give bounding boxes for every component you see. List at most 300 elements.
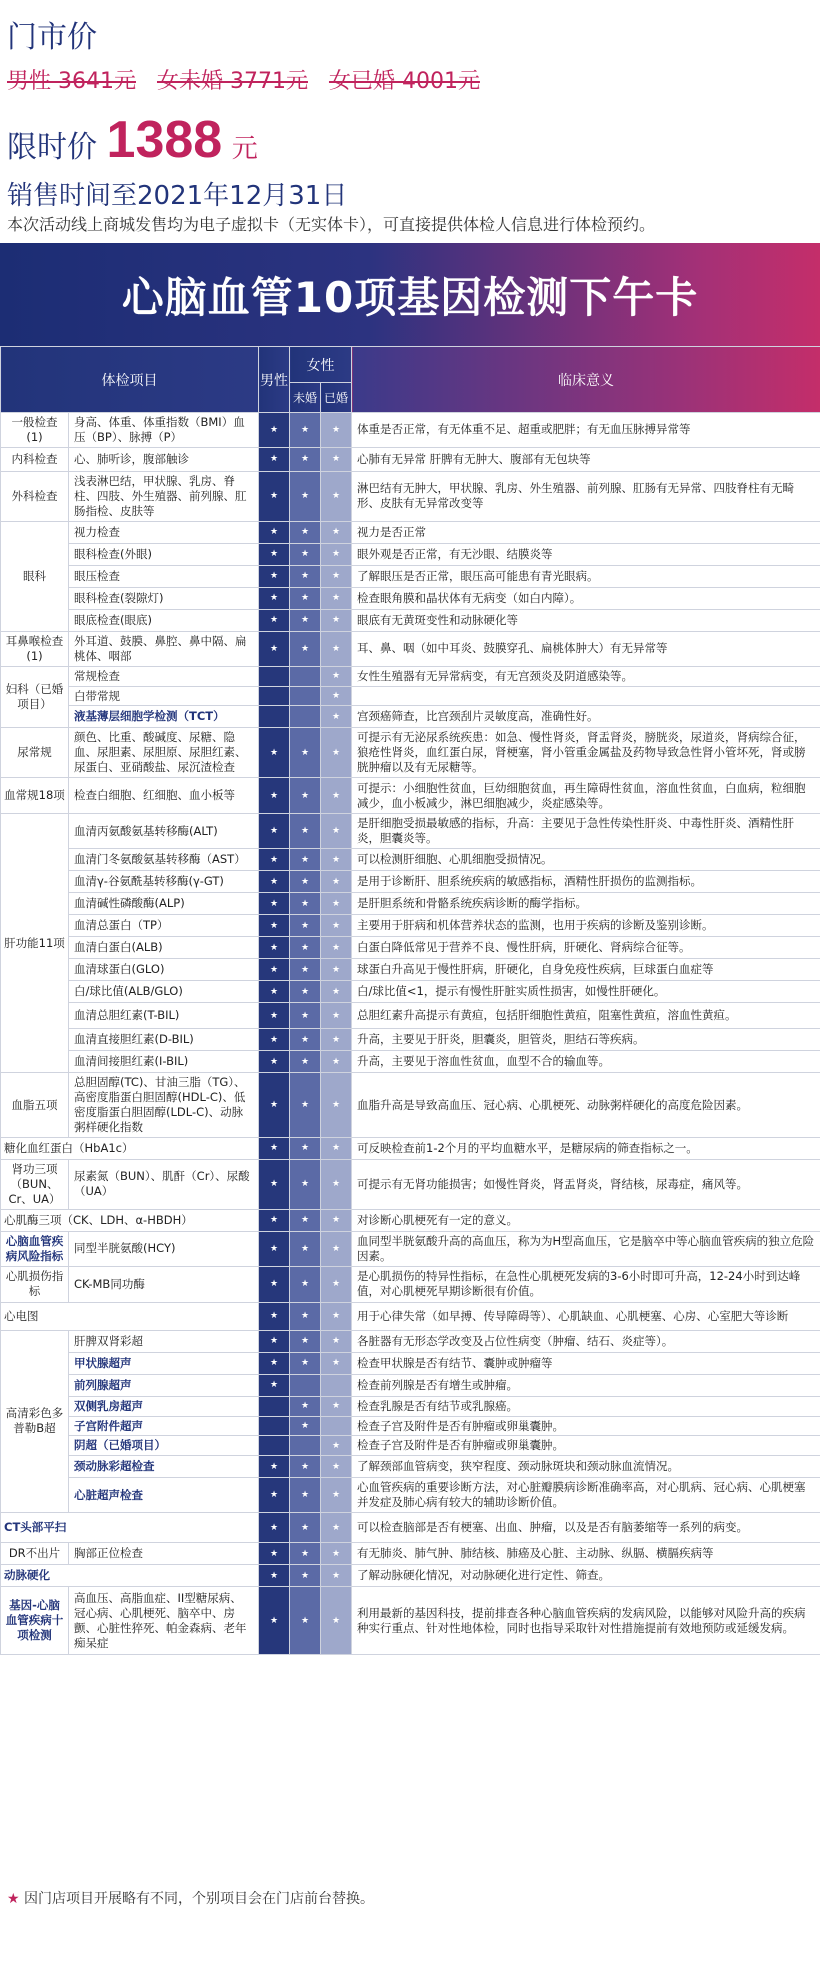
female-single-mark: ★: [290, 1029, 321, 1051]
table-row: [1, 1003, 820, 1029]
meaning-cell: 白蛋白降低常见于营养不良、慢性肝病，肝硬化、肾病综合征等。: [352, 937, 820, 959]
meaning-cell: 是心肌损伤的特异性指标，在急性心肌梗死发病的3-6小时即可升高，12-24小时到达峰值，对心肌梗死早期诊断很有价值。: [352, 1266, 820, 1302]
female-married-mark: ★: [321, 1029, 352, 1051]
meaning-cell: 宫颈癌筛查，比宫颈刮片灵敏度高，准确性好。: [352, 706, 820, 728]
table-row: [1, 937, 820, 959]
meaning-cell: 是肝细胞受损最敏感的指标，升高：主要见于急性传染性肝炎、中毒性肝炎、酒精性肝炎，胆囊炎等。: [352, 814, 820, 849]
meaning-cell: [352, 686, 820, 706]
female-single-mark: ★: [290, 915, 321, 937]
item-cell: 白带常规: [69, 686, 259, 706]
female-married-mark: ★: [321, 1565, 352, 1587]
star-icon: ★: [7, 1891, 20, 1907]
male-mark: ★: [259, 1513, 290, 1543]
female-married-mark: ★: [321, 413, 352, 448]
item-cell: 阴超（已婚项目）: [69, 1436, 259, 1456]
table-row: [1, 1416, 820, 1436]
sale-price-unit: 元: [231, 134, 258, 164]
male-mark: ★: [259, 814, 290, 849]
meaning-cell: 视力是否正常: [352, 521, 820, 543]
table-row: [1, 521, 820, 543]
female-married-mark: ★: [321, 543, 352, 565]
female-single-mark: ★: [290, 631, 321, 666]
female-single-mark: ★: [290, 521, 321, 543]
item-cell: 前列腺超声: [69, 1374, 259, 1396]
item-cell: 视力检查: [69, 521, 259, 543]
item-cell: 心、肺听诊，腹部触诊: [69, 447, 259, 471]
item-cell: 血清γ-谷氨酰基转移酶(γ-GT): [69, 871, 259, 893]
female-single-mark: ★: [290, 1396, 321, 1416]
female-married-mark: ★: [321, 981, 352, 1003]
table-row: [1, 981, 820, 1003]
table-row: [1, 778, 820, 814]
male-mark: ★: [259, 959, 290, 981]
table-row: [1, 1352, 820, 1374]
meaning-cell: 有无肺炎、肺气肿、肺结核、肺癌及心脏、主动脉、纵膈、横膈疾病等: [352, 1543, 820, 1565]
table-row: [1, 849, 820, 871]
female-single-mark: ★: [290, 587, 321, 609]
item-cell: 血清碱性磷酸酶(ALP): [69, 893, 259, 915]
male-mark: [259, 666, 290, 686]
table-row: [1, 1478, 820, 1513]
female-married-mark: ★: [321, 814, 352, 849]
meaning-cell: 球蛋白升高见于慢性肝病，肝硬化，自身免疫性疾病，巨球蛋白血症等: [352, 959, 820, 981]
item-cell: CK-MB同功酶: [69, 1266, 259, 1302]
female-single-mark: ★: [290, 1416, 321, 1436]
female-married-mark: ★: [321, 937, 352, 959]
category-cell: 外科检查: [1, 471, 69, 521]
meaning-cell: 检查子宫及附件是否有肿瘤或卵巢囊肿。: [352, 1416, 820, 1436]
female-married-mark: ★: [321, 521, 352, 543]
item-cell: 同型半胱氨酸(HCY): [69, 1231, 259, 1266]
item-cell: 眼科检查(裂隙灯): [69, 587, 259, 609]
meaning-cell: 检查乳腺是否有结节或乳腺癌。: [352, 1396, 820, 1416]
male-mark: ★: [259, 565, 290, 587]
male-mark: ★: [259, 609, 290, 631]
meaning-cell: 心肺有无异常 肝脾有无肿大、腹部有无包块等: [352, 447, 820, 471]
item-cell: 眼压检查: [69, 565, 259, 587]
female-single-mark: [290, 666, 321, 686]
female-married-mark: ★: [321, 1478, 352, 1513]
price-header: [0, 0, 820, 240]
female-single-mark: ★: [290, 447, 321, 471]
item-cell: 血清球蛋白(GLO): [69, 959, 259, 981]
table-row: [1, 1374, 820, 1396]
meaning-cell: 了解眼压是否正常，眼压高可能患有青光眼病。: [352, 565, 820, 587]
female-married-mark: ★: [321, 565, 352, 587]
female-single-mark: ★: [290, 1209, 321, 1231]
table-row: [1, 1513, 820, 1543]
table-row: [1, 959, 820, 981]
female-married-mark: ★: [321, 915, 352, 937]
male-mark: ★: [259, 1159, 290, 1209]
female-single-mark: ★: [290, 1456, 321, 1478]
male-mark: ★: [259, 543, 290, 565]
meaning-cell: 总胆红素升高提示有黄疸，包括肝细胞性黄疸，阻塞性黄疸，溶血性黄疸。: [352, 1003, 820, 1029]
header-married: 已婚: [321, 383, 352, 413]
item-cell: 眼底检查(眼底): [69, 609, 259, 631]
table-row: [1, 565, 820, 587]
female-married-mark: ★: [321, 1396, 352, 1416]
item-cell: 肝脾双肾彩超: [69, 1330, 259, 1352]
female-married-mark: ★: [321, 1137, 352, 1159]
male-mark: [259, 706, 290, 728]
male-mark: ★: [259, 1565, 290, 1587]
female-married-mark: ★: [321, 686, 352, 706]
female-single-mark: ★: [290, 1330, 321, 1352]
female-single-mark: ★: [290, 1266, 321, 1302]
female-single-mark: ★: [290, 1003, 321, 1029]
category-cell: DR不出片: [1, 1543, 69, 1565]
table-row: [1, 543, 820, 565]
table-row: [1, 1330, 820, 1352]
female-married-mark: ★: [321, 1302, 352, 1330]
category-cell: 一般检查(1): [1, 413, 69, 448]
male-mark: ★: [259, 728, 290, 778]
item-cell: 身高、体重、体重指数（BMI）血压（BP）、脉搏（P）: [69, 413, 259, 448]
table-row: [1, 1231, 820, 1266]
male-mark: ★: [259, 1478, 290, 1513]
item-cell: 白/球比值(ALB/GLO): [69, 981, 259, 1003]
table-row: [1, 706, 820, 728]
female-single-mark: ★: [290, 849, 321, 871]
sale-date: 销售时间至2021年12月31日: [7, 181, 348, 211]
female-married-mark: ★: [321, 609, 352, 631]
item-cell: 血清门冬氨酸氨基转移酶（AST）: [69, 849, 259, 871]
table-row: [1, 1436, 820, 1456]
female-married-mark: ★: [321, 666, 352, 686]
meaning-cell: 检查眼角膜和晶状体有无病变（如白内障）。: [352, 587, 820, 609]
item-cell: 血清白蛋白(ALB): [69, 937, 259, 959]
category-cell: 心肌损伤指标: [1, 1266, 69, 1302]
item-cell: 甲状腺超声: [69, 1352, 259, 1374]
female-single-mark: ★: [290, 871, 321, 893]
female-single-mark: ★: [290, 609, 321, 631]
male-mark: ★: [259, 521, 290, 543]
female-single-mark: ★: [290, 937, 321, 959]
item-cell: 颜色、比重、酸碱度、尿糖、隐血、尿胆素、尿胆原、尿胆红素、尿蛋白、亚硝酸盐、尿沉渣检查: [69, 728, 259, 778]
table-row: [1, 609, 820, 631]
female-single-mark: ★: [290, 471, 321, 521]
header-meaning: 临床意义: [352, 347, 820, 413]
item-cell: 高血压、高脂血症、II型糖尿病、冠心病、心肌梗死、脑卒中、房颤、心脏性猝死、帕金森病、老年痴呆症: [69, 1587, 259, 1655]
table-row: [1, 413, 820, 448]
male-mark: ★: [259, 981, 290, 1003]
female-married-mark: ★: [321, 778, 352, 814]
market-price-label: 门市价: [7, 20, 97, 55]
item-cell: 总胆固醇(TC)、甘油三脂（TG）、高密度脂蛋白胆固醇(HDL-C)、低密度脂蛋白胆固醇(LDL-C)、动脉粥样硬化指数: [69, 1073, 259, 1138]
card-note: 本次活动线上商城发售均为电子虚拟卡（无实体卡），可直接提供体检人信息进行体检预约。: [7, 215, 656, 234]
meaning-cell: 体重是否正常，有无体重不足、超重或肥胖；有无血压脉搏异常等: [352, 413, 820, 448]
female-single-mark: ★: [290, 1478, 321, 1513]
item-cell: 尿素氮（BUN）、肌酐（Cr）、尿酸（UA）: [69, 1159, 259, 1209]
table-body: [1, 413, 820, 1655]
meaning-cell: 可提示有无泌尿系统疾患：如急、慢性肾炎，肾盂肾炎，膀胱炎，尿道炎，肾病综合征，狼疮性肾炎，血红蛋白尿，肾梗塞，肾小管重金属盐及药物导致急性肾小管坏死，肾或膀胱肿瘤以及有无尿糖等。: [352, 728, 820, 778]
item-cell: 眼科检查(外眼): [69, 543, 259, 565]
item-cell: 血清总蛋白（TP）: [69, 915, 259, 937]
meaning-cell: 利用最新的基因科技，提前排查各种心脑血管疾病的发病风险，以能够对风险升高的疾病种实行重点、针对性地体检，同时也指导采取针对性措施提前有效地预防或延缓发病。: [352, 1587, 820, 1655]
category-cell: 基因-心脑血管疾病十项检测: [1, 1587, 69, 1655]
female-single-mark: ★: [290, 959, 321, 981]
female-married-mark: ★: [321, 849, 352, 871]
meaning-cell: 女性生殖器有无异常病变，有无宫颈炎及阴道感染等。: [352, 666, 820, 686]
header-female: 女性: [290, 347, 352, 383]
female-single-mark: ★: [290, 543, 321, 565]
female-married-mark: ★: [321, 1513, 352, 1543]
female-married-mark: ★: [321, 1266, 352, 1302]
meaning-cell: 心血管疾病的重要诊断方法，对心脏瓣膜病诊断准确率高，对心肌病、冠心病、心肌梗塞并发症及肺心病有较大的辅助诊断价值。: [352, 1478, 820, 1513]
male-mark: ★: [259, 778, 290, 814]
female-married-mark: ★: [321, 447, 352, 471]
table-row: [1, 1302, 820, 1330]
meaning-cell: 可提示有无肾功能损害；如慢性肾炎，肾盂肾炎，肾结核，尿毒症，痛风等。: [352, 1159, 820, 1209]
category-cell: 耳鼻喉检查(1): [1, 631, 69, 666]
table-row: [1, 666, 820, 686]
female-married-mark: ★: [321, 1587, 352, 1655]
category-cell: CT头部平扫: [1, 1513, 259, 1543]
meaning-cell: 主要用于肝病和机体营养状态的监测，也用于疾病的诊断及鉴别诊断。: [352, 915, 820, 937]
item-cell: 心脏超声检查: [69, 1478, 259, 1513]
female-single-mark: [290, 1436, 321, 1456]
header-item: 体检项目: [1, 347, 259, 413]
item-cell: 常规检查: [69, 666, 259, 686]
female-married-mark: ★: [321, 1073, 352, 1138]
orig-price-female-single: 女未婚 3771元: [156, 69, 308, 94]
female-married-mark: ★: [321, 1051, 352, 1073]
header-single: 未婚: [290, 383, 321, 413]
table-row: [1, 893, 820, 915]
meaning-cell: 检查前列腺是否有增生或肿瘤。: [352, 1374, 820, 1396]
female-single-mark: ★: [290, 778, 321, 814]
category-cell: 肝功能11项: [1, 814, 69, 1073]
female-single-mark: ★: [290, 1051, 321, 1073]
meaning-cell: 用于心律失常（如早搏、传导障碍等）、心肌缺血、心肌梗塞、心房、心室肥大等诊断: [352, 1302, 820, 1330]
female-single-mark: [290, 706, 321, 728]
item-cell: 液基薄层细胞学检测（TCT）: [69, 706, 259, 728]
footnote-text: 因门店项目开展略有不同，个别项目会在门店前台替换。: [24, 1891, 375, 1907]
male-mark: ★: [259, 471, 290, 521]
male-mark: ★: [259, 1587, 290, 1655]
table-row: [1, 1073, 820, 1138]
female-single-mark: ★: [290, 1543, 321, 1565]
category-cell: 心肌酶三项（CK、LDH、α-HBDH）: [1, 1209, 259, 1231]
female-single-mark: [290, 686, 321, 706]
meaning-cell: 可反映检查前1-2个月的平均血糖水平，是糖尿病的筛查指标之一。: [352, 1137, 820, 1159]
category-cell: 血脂五项: [1, 1073, 69, 1138]
meaning-cell: 检查子宫及附件是否有肿瘤或卵巢囊肿。: [352, 1436, 820, 1456]
male-mark: ★: [259, 413, 290, 448]
female-married-mark: [321, 1374, 352, 1396]
female-single-mark: ★: [290, 1231, 321, 1266]
female-married-mark: ★: [321, 1003, 352, 1029]
item-cell: 浅表淋巴结，甲状腺、乳房、脊柱、四肢、外生殖器、前列腺、肛肠指检、皮肤等: [69, 471, 259, 521]
female-single-mark: ★: [290, 1587, 321, 1655]
orig-price-male: 男性 3641元: [7, 69, 136, 94]
category-cell: 心脑血管疾病风险指标: [1, 1231, 69, 1266]
male-mark: [259, 1416, 290, 1436]
female-married-mark: ★: [321, 1456, 352, 1478]
item-cell: 血清丙氨酸氨基转移酶(ALT): [69, 814, 259, 849]
item-cell: 血清间接胆红素(I-BIL): [69, 1051, 259, 1073]
table-row: [1, 1396, 820, 1416]
category-cell: 尿常规: [1, 728, 69, 778]
meaning-cell: 可以检测肝细胞、心肌细胞受损情况。: [352, 849, 820, 871]
male-mark: ★: [259, 871, 290, 893]
female-married-mark: ★: [321, 706, 352, 728]
table-row: [1, 1137, 820, 1159]
female-married-mark: ★: [321, 1436, 352, 1456]
female-single-mark: ★: [290, 1302, 321, 1330]
male-mark: ★: [259, 1374, 290, 1396]
exam-table: [0, 346, 820, 1655]
footnote: [7, 1888, 374, 1908]
meaning-cell: 白/球比值<1，提示有慢性肝脏实质性损害，如慢性肝硬化。: [352, 981, 820, 1003]
item-cell: 颈动脉彩超检查: [69, 1456, 259, 1478]
female-married-mark: ★: [321, 893, 352, 915]
table-row: [1, 1565, 820, 1587]
meaning-cell: 淋巴结有无肿大，甲状腺、乳房、外生殖器、前列腺、肛肠有无异常、四肢脊柱有无畸形、皮肤有无异常改变等: [352, 471, 820, 521]
male-mark: ★: [259, 1266, 290, 1302]
meaning-cell: 对诊断心肌梗死有一定的意义。: [352, 1209, 820, 1231]
table-row: [1, 1209, 820, 1231]
female-single-mark: ★: [290, 413, 321, 448]
meaning-cell: 升高，主要见于溶血性贫血，血型不合的输血等。: [352, 1051, 820, 1073]
original-prices: [7, 64, 494, 95]
female-single-mark: ★: [290, 1352, 321, 1374]
category-cell: 眼科: [1, 521, 69, 631]
header-male: 男性: [259, 347, 290, 413]
female-single-mark: ★: [290, 981, 321, 1003]
female-married-mark: ★: [321, 631, 352, 666]
meaning-cell: 是肝胆系统和骨骼系统疾病诊断的酶学指标。: [352, 893, 820, 915]
female-married-mark: ★: [321, 1330, 352, 1352]
table-row: [1, 871, 820, 893]
item-cell: 检查白细胞、红细胞、血小板等: [69, 778, 259, 814]
meaning-cell: 了解动脉硬化情况，对动脉硬化进行定性、筛查。: [352, 1565, 820, 1587]
female-married-mark: ★: [321, 1209, 352, 1231]
female-married-mark: ★: [321, 728, 352, 778]
table-row: [1, 1159, 820, 1209]
meaning-cell: 血脂升高是导致高血压、冠心病、心肌梗死、动脉粥样硬化的高度危险因素。: [352, 1073, 820, 1138]
package-banner: [0, 243, 820, 346]
male-mark: ★: [259, 1302, 290, 1330]
male-mark: ★: [259, 1543, 290, 1565]
meaning-cell: 了解颈部血管病变，狭窄程度、颈动脉斑块和颈动脉血流情况。: [352, 1456, 820, 1478]
male-mark: ★: [259, 893, 290, 915]
category-cell: 妇科（已婚项目）: [1, 666, 69, 728]
meaning-cell: 检查甲状腺是否有结节、囊肿或肿瘤等: [352, 1352, 820, 1374]
sale-price: [7, 110, 258, 170]
table-row: [1, 1266, 820, 1302]
female-single-mark: ★: [290, 814, 321, 849]
male-mark: ★: [259, 1003, 290, 1029]
male-mark: ★: [259, 1456, 290, 1478]
category-cell: 糖化血红蛋白（HbA1c）: [1, 1137, 259, 1159]
male-mark: ★: [259, 937, 290, 959]
male-mark: ★: [259, 1352, 290, 1374]
table-row: [1, 814, 820, 849]
female-married-mark: ★: [321, 1159, 352, 1209]
female-single-mark: ★: [290, 1073, 321, 1138]
male-mark: ★: [259, 587, 290, 609]
meaning-cell: 升高，主要见于肝炎，胆囊炎，胆管炎，胆结石等疾病。: [352, 1029, 820, 1051]
category-cell: 动脉硬化: [1, 1565, 259, 1587]
table-row: [1, 686, 820, 706]
meaning-cell: 眼底有无黄斑变性和动脉硬化等: [352, 609, 820, 631]
female-single-mark: ★: [290, 728, 321, 778]
table-row: [1, 915, 820, 937]
table-row: [1, 1051, 820, 1073]
female-single-mark: ★: [290, 1565, 321, 1587]
category-cell: 血常规18项: [1, 778, 69, 814]
meaning-cell: 各脏器有无形态学改变及占位性病变（肿瘤、结石、炎症等）。: [352, 1330, 820, 1352]
female-married-mark: ★: [321, 587, 352, 609]
table-row: [1, 631, 820, 666]
category-cell: 肾功三项（BUN、Cr、UA）: [1, 1159, 69, 1209]
female-single-mark: ★: [290, 1137, 321, 1159]
meaning-cell: 血同型半胱氨酸升高的高血压，称为为H型高血压，它是脑卒中等心脑血管疾病的独立危险因素。: [352, 1231, 820, 1266]
male-mark: [259, 1396, 290, 1416]
female-married-mark: ★: [321, 959, 352, 981]
meaning-cell: 可以检查脑部是否有梗塞、出血、肿瘤，以及是否有脑萎缩等一系列的病变。: [352, 1513, 820, 1543]
female-married-mark: ★: [321, 471, 352, 521]
table-row: [1, 447, 820, 471]
male-mark: ★: [259, 1073, 290, 1138]
male-mark: ★: [259, 915, 290, 937]
table-row: [1, 1543, 820, 1565]
male-mark: [259, 1436, 290, 1456]
item-cell: 子宫附件超声: [69, 1416, 259, 1436]
package-title: 心脑血管10项基因检测下午卡: [121, 272, 699, 322]
category-cell: 高清彩色多普勒B超: [1, 1330, 69, 1513]
sale-price-value: 1388: [106, 111, 223, 169]
item-cell: 胸部正位检查: [69, 1543, 259, 1565]
orig-price-female-married: 女已婚 4001元: [328, 69, 480, 94]
table-row: [1, 1587, 820, 1655]
female-single-mark: ★: [290, 565, 321, 587]
meaning-cell: 眼外观是否正常，有无沙眼、结膜炎等: [352, 543, 820, 565]
item-cell: 血清总胆红素(T-BIL): [69, 1003, 259, 1029]
category-cell: 内科检查: [1, 447, 69, 471]
male-mark: ★: [259, 1137, 290, 1159]
female-single-mark: ★: [290, 893, 321, 915]
table-row: [1, 1029, 820, 1051]
female-married-mark: ★: [321, 1352, 352, 1374]
sale-label: 限时价: [7, 130, 97, 165]
male-mark: ★: [259, 1209, 290, 1231]
female-single-mark: ★: [290, 1513, 321, 1543]
female-married-mark: ★: [321, 1543, 352, 1565]
item-cell: 血清直接胆红素(D-BIL): [69, 1029, 259, 1051]
male-mark: ★: [259, 1231, 290, 1266]
female-single-mark: [290, 1374, 321, 1396]
male-mark: ★: [259, 1330, 290, 1352]
item-cell: 双侧乳房超声: [69, 1396, 259, 1416]
meaning-cell: 是用于诊断肝、胆系统疾病的敏感指标，酒精性肝损伤的监测指标。: [352, 871, 820, 893]
meaning-cell: 可提示：小细胞性贫血，巨幼细胞贫血，再生障碍性贫血，溶血性贫血，白血病，粒细胞减少，血小板减少，淋巴细胞减少，炎症感染等。: [352, 778, 820, 814]
table-row: [1, 587, 820, 609]
male-mark: [259, 686, 290, 706]
female-married-mark: [321, 1416, 352, 1436]
male-mark: ★: [259, 1029, 290, 1051]
table-row: [1, 1456, 820, 1478]
table-row: [1, 728, 820, 778]
item-cell: 外耳道、鼓膜、鼻腔、鼻中隔、扁桃体、咽部: [69, 631, 259, 666]
category-cell: 心电图: [1, 1302, 259, 1330]
female-married-mark: ★: [321, 871, 352, 893]
male-mark: ★: [259, 1051, 290, 1073]
male-mark: ★: [259, 447, 290, 471]
male-mark: ★: [259, 849, 290, 871]
